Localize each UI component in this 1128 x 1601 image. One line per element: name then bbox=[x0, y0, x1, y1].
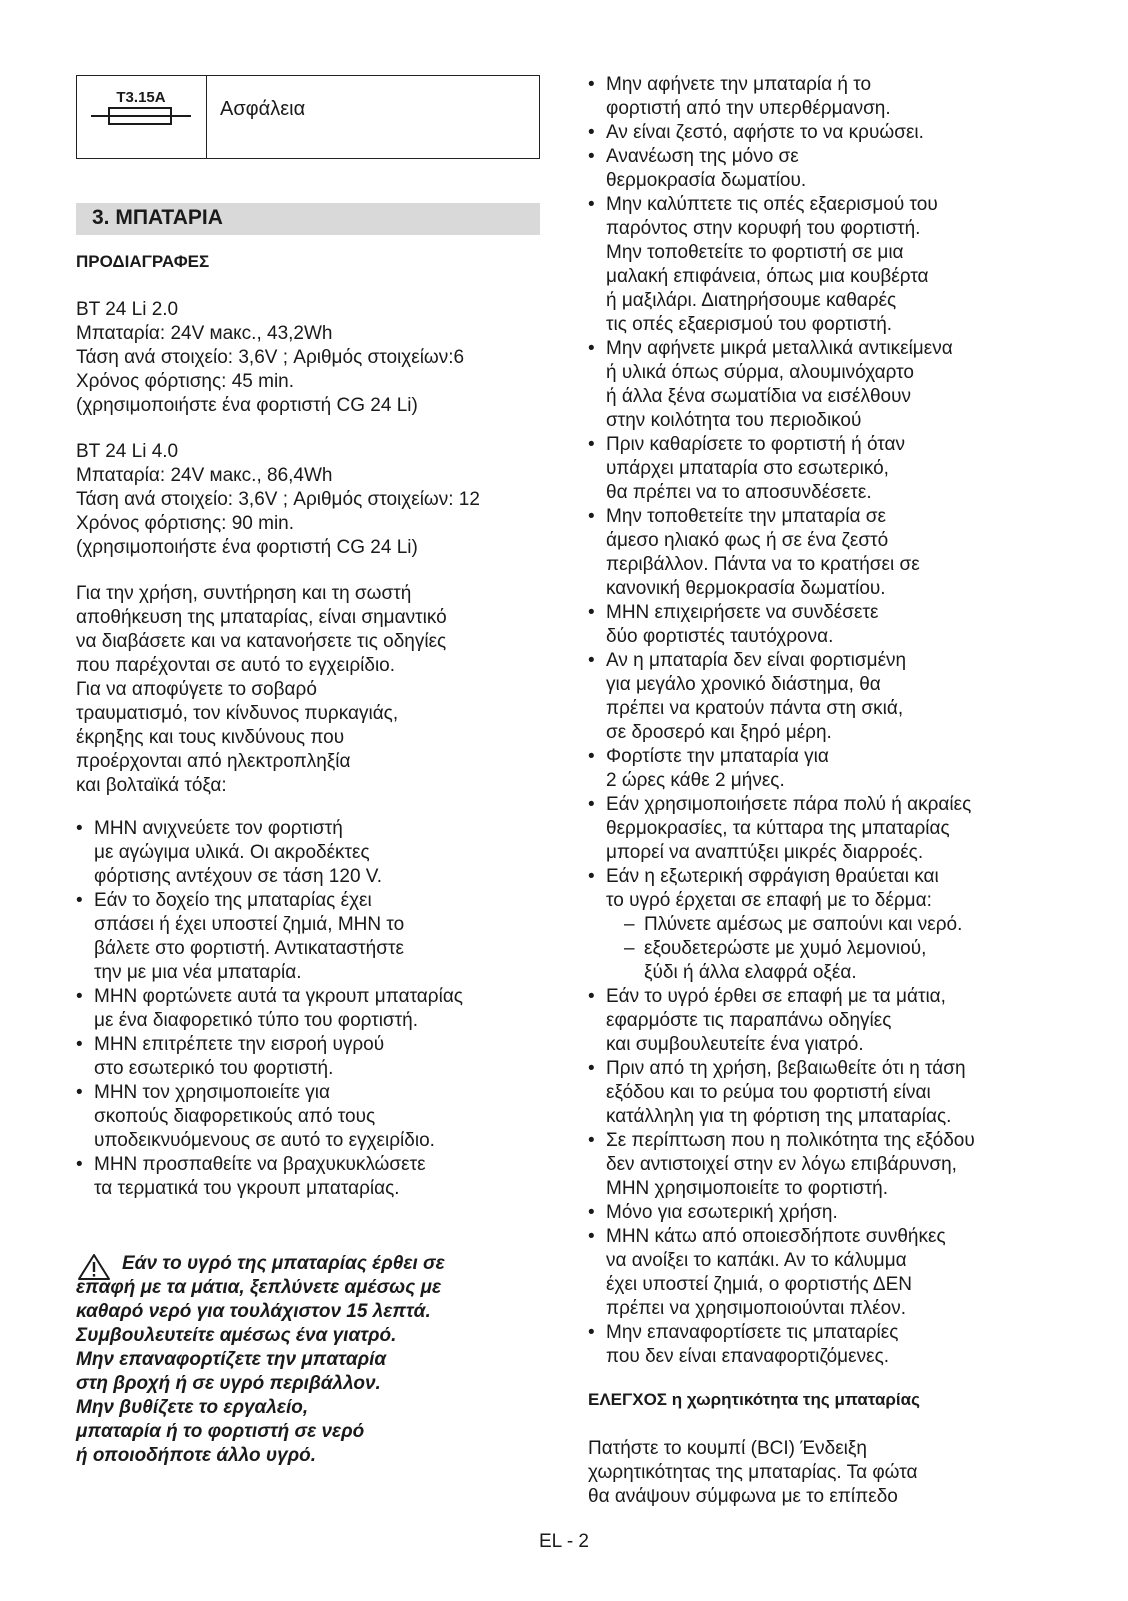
list-item: • Μην αφήνετε μικρά μεταλλικά αντικείμενα ή υλικά όπως σύρμα, αλουμινόχαρτο ή άλλα ξένα σωματίδια να εισέλθουν στην κοιλότητα του περιοδικού bbox=[588, 337, 1068, 433]
list-item: • Πριν από τη χρήση, βεβαιωθείτε ότι η τάση εξόδου και το ρεύμα του φορτιστή είναι κατάλληλη για τη φόρτιση της μπαταρίας. bbox=[588, 1057, 1068, 1129]
page-number: EL - 2 bbox=[539, 1531, 589, 1552]
fuse-rating-label: T3.15A bbox=[116, 89, 166, 106]
intro-paragraph: Για την χρήση, συντήρηση και τη σωστή αποθήκευση της μπαταρίας, είναι σημαντικό να διαβάσετε και να κατανοήσετε τις οδηγίες που παρέχονται σε αυτό το εγχειρίδιο. Για να αποφύγετε το σοβαρό τραυματισμό, τον κίνδυνος πυρκαγιάς, έκρηξης και τους κινδύνους που προέρχονται από ηλεκτροπληξία και βολταϊκά τόξα: bbox=[76, 583, 447, 796]
list-item: • ΜΗΝ τον χρησιμοποιείτε για σκοπούς διαφορετικούς από τους υποδεικνυόμενους σε αυτό το εγχειρίδιο. bbox=[76, 1081, 546, 1153]
dash-item: – Πλύνετε αμέσως με σαπούνι και νερό. bbox=[588, 913, 1068, 937]
left-bullet-list bbox=[76, 817, 546, 1201]
fuse-table bbox=[76, 75, 540, 159]
spec-block-1: BT 24 Li 2.0 Μπαταρία: 24V макс., 43,2Wh Τάση ανά στοιχείο: 3,6V ; Αριθμός στοιχείων:6 Χρόνος φόρτισης: 45 min. (χρησιμοποιήστε ένα φορτιστή CG 24 Li) bbox=[76, 299, 465, 416]
specs-heading: ΠΡΟΔΙΑΓΡΑΦΕΣ bbox=[76, 252, 210, 271]
warning-text: Εάν το υγρό της μπαταρίας έρθει σε επαφή με τα μάτια, ξεπλύνετε αμέσως με καθαρό νερό για τουλάχιστον 15 λεπτά. Συμβουλευτείτε αμέσως ένα γιατρό. Μην επαναφορτίζετε την μπαταρία στη βροχή ή σε υγρό περιβάλλον. Μην βυθίζετε το εργαλείο, μπαταρία ή το φορτιστή σε νερό ή οποιοδήποτε άλλο υγρό. bbox=[76, 1253, 445, 1466]
list-item: • Μην επαναφορτίσετε τις μπαταρίες που δεν είναι επαναφορτιζόμενες. bbox=[588, 1321, 1068, 1369]
section-title-bar bbox=[76, 203, 540, 235]
fuse-description: Ασφάλεια bbox=[220, 98, 306, 120]
list-item: • Ανανέωση της μόνο σε θερμοκρασία δωματίου. bbox=[588, 145, 1068, 193]
list-item: • Αν η μπαταρία δεν είναι φορτισμένη για μεγάλο χρονικό διάστημα, θα πρέπει να κρατούν πάντα στη σκιά, σε δροσερό και ξηρό μέρη. bbox=[588, 649, 1068, 745]
list-item: • Μην τοποθετείτε την μπαταρία σε άμεσο ηλιακό φως ή σε ένα ζεστό περιβάλλον. Πάντα να το κρατήσει σε κανονική θερμοκρασία δωματίου. bbox=[588, 505, 1068, 601]
capacity-paragraph: Πατήστε το κουμπί (BCI) Ένδειξη χωρητικότητας της μπαταρίας. Τα φώτα θα ανάψουν σύμφωνα με το επίπεδο bbox=[588, 1438, 918, 1507]
list-item: • ΜΗΝ ανιχνεύετε τον φορτιστή με αγώγιμα υλικά. Οι ακροδέκτες φόρτισης αντέχουν σε τάση 120 V. bbox=[76, 817, 546, 889]
list-item: • Μην καλύπτετε τις οπές εξαερισμού του παρόντος στην κορυφή του φορτιστή. Μην τοποθετείτε το φορτιστή σε μια μαλακή επιφάνεια, όπως μια κουβέρτα ή μαξιλάρι. Διατηρήσουμε καθαρές τις οπές εξαερισμού του φορτιστή. bbox=[588, 193, 1068, 337]
list-item: • Αν είναι ζεστό, αφήστε το να κρυώσει. bbox=[588, 121, 1068, 145]
list-item: • Εάν η εξωτερική σφράγιση θραύεται και το υγρό έρχεται σε επαφή με το δέρμα: bbox=[588, 865, 1068, 913]
list-item: • Μόνο για εσωτερική χρήση. bbox=[588, 1201, 1068, 1225]
warning-triangle-icon bbox=[78, 1254, 110, 1280]
list-item: • Πριν καθαρίσετε το φορτιστή ή όταν υπάρχει μπαταρία στο εσωτερικό, θα πρέπει να το αποσυνδέσετε. bbox=[588, 433, 1068, 505]
list-item: • Εάν το υγρό έρθει σε επαφή με τα μάτια, εφαρμόστε τις παραπάνω οδηγίες και συμβουλευτείτε ένα γιατρό. bbox=[588, 985, 1068, 1057]
list-item: • Εάν το δοχείο της μπαταρίας έχει σπάσει ή έχει υποστεί ζημιά, ΜΗΝ το βάλετε στο φορτιστή. Αντικαταστήστε την με μια νέα μπαταρία. bbox=[76, 889, 546, 985]
warning-block bbox=[76, 1252, 546, 1468]
capacity-heading: ΕΛΕΓΧΟΣ η χωρητικότητα της μπαταρίας bbox=[588, 1390, 920, 1409]
list-item: • Σε περίπτωση που η πολικότητα της εξόδου δεν αντιστοιχεί στην εν λόγω επιβάρυνση, ΜΗΝ χρησιμοποιείτε το φορτιστή. bbox=[588, 1129, 1068, 1201]
list-item: • ΜΗΝ επιχειρήσετε να συνδέσετε δύο φορτιστές ταυτόχρονα. bbox=[588, 601, 1068, 649]
list-item: • ΜΗΝ κάτω από οποιεσδήποτε συνθήκες να ανοίξει το καπάκι. Αν το κάλυμμα έχει υποστεί ζημιά, ο φορτιστής ΔΕΝ πρέπει να χρησιμοποιούνται πλέον. bbox=[588, 1225, 1068, 1321]
right-bullet-list bbox=[588, 73, 1068, 1369]
list-item: • ΜΗΝ προσπαθείτε να βραχυκυκλώσετε τα τερματικά του γκρουπ μπαταρίας. bbox=[76, 1153, 546, 1201]
list-item: • ΜΗΝ φορτώνετε αυτά τα γκρουπ μπαταρίας με ένα διαφορετικό τύπο του φορτιστή. bbox=[76, 985, 546, 1033]
dash-item: – εξουδετερώστε με χυμό λεμονιού, ξύδι ή άλλα ελαφρά οξέα. bbox=[588, 937, 1068, 985]
spec-block-2: BT 24 Li 4.0 Μπαταρία: 24V макс., 86,4Wh Τάση ανά στοιχείο: 3,6V ; Αριθμός στοιχείων: 12 Χρόνος φόρτισης: 90 min. (χρησιμοποιήστε ένα φορτιστή CG 24 Li) bbox=[76, 441, 480, 558]
list-item: • Φορτίστε την μπαταρία για 2 ώρες κάθε 2 μήνες. bbox=[588, 745, 1068, 793]
fuse-symbol-icon bbox=[91, 88, 191, 128]
section-title: 3. ΜΠΑΤΑΡΙΑ bbox=[92, 206, 223, 229]
list-item: • Εάν χρησιμοποιήσετε πάρα πολύ ή ακραίες θερμοκρασίες, τα κύτταρα της μπαταρίας μπορεί να αναπτύξει μικρές διαρροές. bbox=[588, 793, 1068, 865]
list-item: • Μην αφήνετε την μπαταρία ή το φορτιστή από την υπερθέρμανση. bbox=[588, 73, 1068, 121]
list-item: • ΜΗΝ επιτρέπετε την εισροή υγρού στο εσωτερικό του φορτιστή. bbox=[76, 1033, 546, 1081]
